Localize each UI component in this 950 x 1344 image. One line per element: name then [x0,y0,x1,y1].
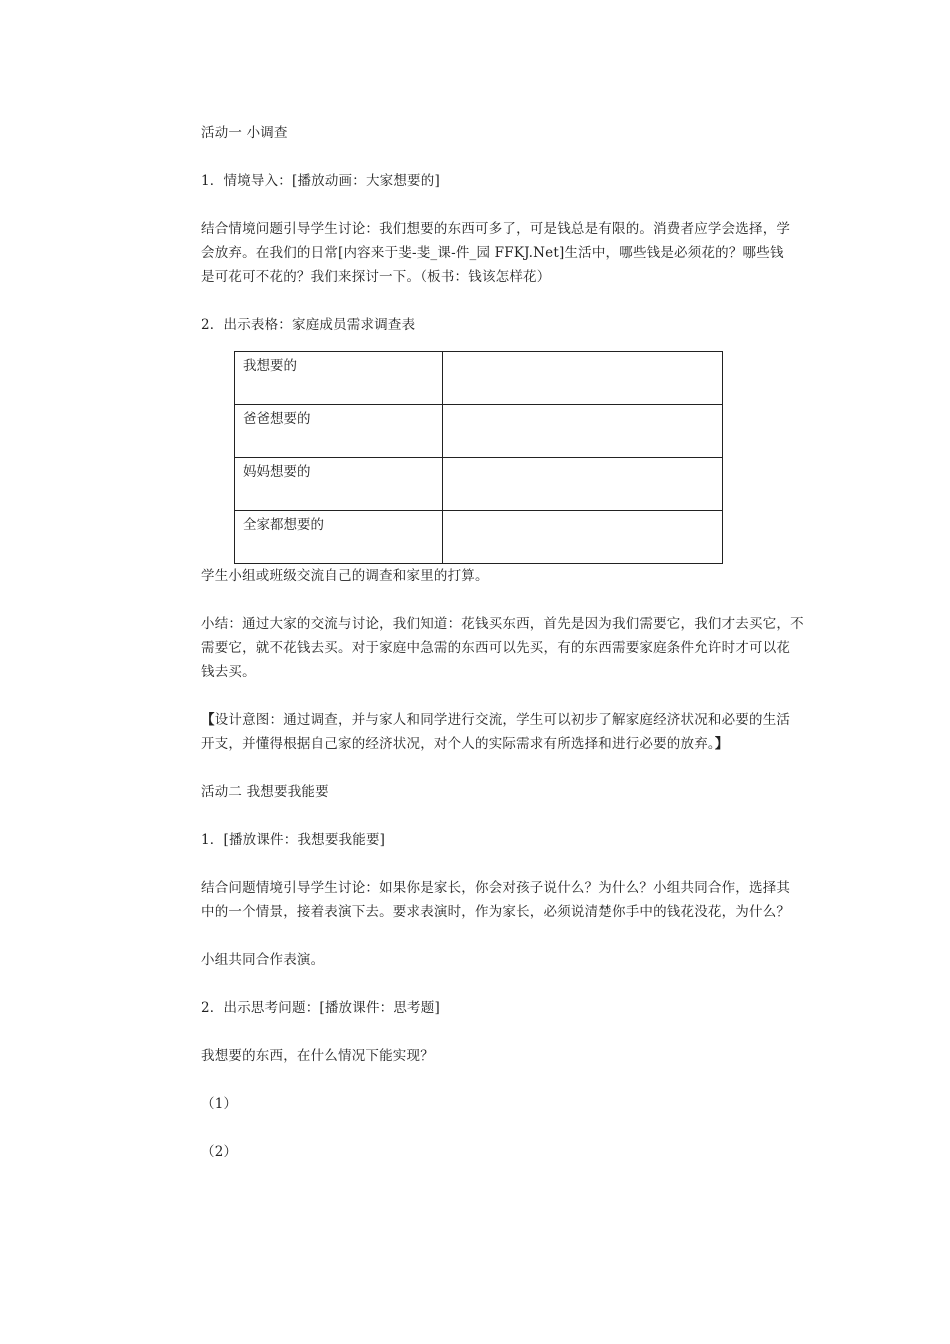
table-cell-label: 妈妈想要的 [235,458,443,511]
activity1-step2: 2．出示表格：家庭成员需求调查表 [201,317,416,333]
table-row [235,352,723,405]
activity2-question: 我想要的东西，在什么情况下能实现？ [201,1048,434,1064]
paragraph-line: 结合问题情境引导学生讨论：如果你是家长，你会对孩子说什么？为什么？小组共同合作，选择其 [201,880,791,896]
paragraph-line [201,732,811,756]
table-cell-value [443,458,723,511]
table-cell-value [443,511,723,564]
paragraph-line: 中的一个情景，接着表演下去。要求表演时，作为家长，必须说清楚你手中的钱花没花，为什么？ [201,904,791,920]
table-cell-label: 我想要的 [235,352,443,405]
table-row [235,511,723,564]
table-cell-label: 爸爸想要的 [235,405,443,458]
open-bracket: 【 [201,712,215,728]
close-bracket: 】 [714,736,729,752]
table-cell-value [443,352,723,405]
document-page [201,121,811,1164]
activity1-summary [201,612,811,684]
table-row [235,458,723,511]
table-row [235,405,723,458]
family-needs-survey-table [234,351,723,564]
paragraph-line: 需要它，就不花钱去买。对于家庭中急需的东西可以先买，有的东西需要家庭条件允许时才可以花 [201,640,791,656]
answer-item-1: （1） [201,1096,238,1112]
paragraph-line: 是可花可不花的？我们来探讨一下。（板书：钱该怎样花） [201,269,551,285]
paragraph-line: 钱去买。 [201,664,256,680]
table-cell-label: 全家都想要的 [235,511,443,564]
activity1-step1: 1．情境导入：[播放动画：大家想要的] [201,173,440,189]
table-cell-value [443,405,723,458]
paragraph-line [201,708,811,732]
activity2-title: 活动二 我想要我能要 [201,784,329,800]
activity2-paragraph1 [201,876,811,924]
paragraph-line: 小结：通过大家的交流与讨论，我们知道：花钱买东西，首先是因为我们需要它，我们才去买它，不 [201,616,804,632]
activity2-perform: 小组共同合作表演。 [201,952,325,968]
activity1-paragraph1 [201,217,811,289]
activity2-step2: 2．出示思考问题：[播放课件：思考题] [201,1000,440,1016]
activity1-title: 活动一 小调查 [201,125,288,141]
design-intent-text: 设计意图：通过调查，并与家人和同学进行交流，学生可以初步了解家庭经济状况和必要的生活 [214,712,791,728]
answer-item-2: （2） [201,1144,238,1160]
design-intent [201,708,811,756]
after-table-text: 学生小组或班级交流自己的调查和家里的打算。 [201,568,489,584]
paragraph-line: 会放弃。在我们的日常[内容来于斐-斐_课-件_园 FFKJ.Net]生活中，哪些钱是必须花的？哪些钱 [201,245,784,261]
activity2-step1: 1．[播放课件：我想要我能要] [201,832,386,848]
paragraph-line: 结合情境问题引导学生讨论：我们想要的东西可多了，可是钱总是有限的。消费者应学会选择，学 [201,221,791,237]
design-intent-text: 开支，并懂得根据自己家的经济状况，对个人的实际需求有所选择和进行必要的放弃。 [201,736,715,752]
